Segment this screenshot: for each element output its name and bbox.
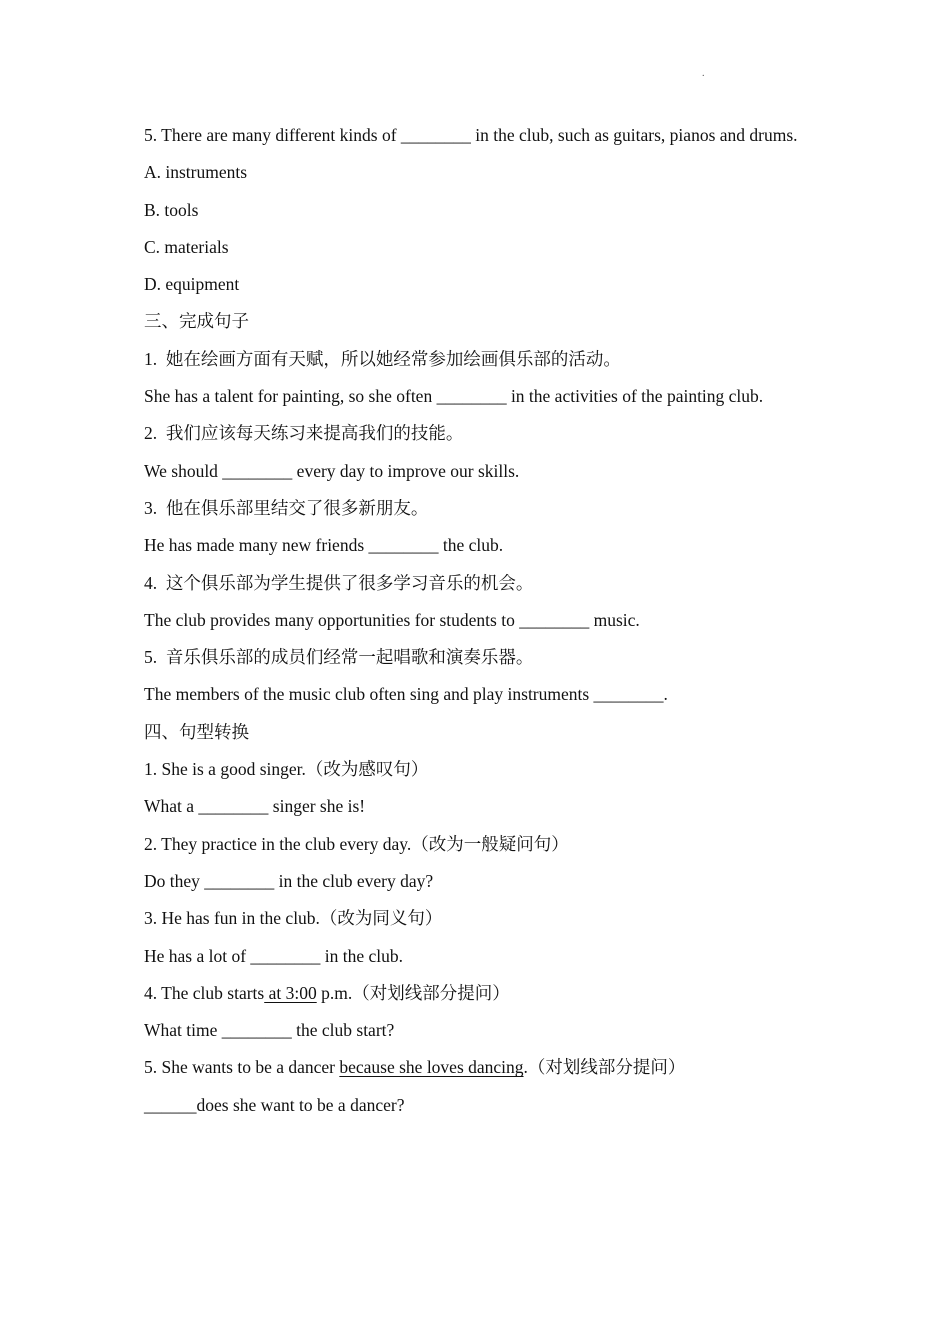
transform-answer: Do they ________ in the club every day?	[144, 870, 434, 891]
english-sentence: We should ________ every day to improve our skills.	[144, 460, 520, 481]
transform-answer: ______does she want to be a dancer?	[144, 1094, 405, 1115]
section-heading: 三、完成句子	[144, 311, 249, 332]
transform-answer: What a ________ singer she is!	[144, 796, 366, 817]
english-sentence: The members of the music club often sing and play instruments ________.	[144, 684, 668, 705]
chinese-prompt: 1. 她在绘画方面有天赋，所以她经常参加绘画俱乐部的活动。	[144, 348, 621, 369]
english-sentence: She has a talent for painting, so she often ________ in the activities of the painting club.	[144, 386, 764, 407]
chinese-prompt: 4. 这个俱乐部为学生提供了很多学习音乐的机会。	[144, 572, 534, 593]
transform-answer: What time ________ the club start?	[144, 1020, 395, 1041]
english-sentence: The club provides many opportunities for students to ________ music.	[144, 609, 640, 630]
option-d: D. equipment	[144, 274, 240, 295]
transform-question	[144, 1049, 809, 1086]
transform-question: 3. He has fun in the club.（改为同义句）	[144, 908, 443, 929]
chinese-prompt: 3. 他在俱乐部里结交了很多新朋友。	[144, 497, 429, 518]
underlined-phrase: because she loves dancing	[339, 1057, 524, 1078]
transform-question: 2. They practice in the club every day.（改为一般疑问句）	[144, 833, 569, 854]
question-instruction: .（对划线部分提问）	[523, 1057, 686, 1078]
question-instruction: p.m.（对划线部分提问）	[316, 982, 510, 1003]
english-sentence: He has made many new friends ________ the club.	[144, 535, 504, 556]
question-text: 4. The club starts	[144, 982, 265, 1003]
option-a: A. instruments	[144, 162, 248, 183]
option-c: C. materials	[144, 236, 229, 257]
transform-question	[144, 975, 809, 1012]
transform-answer: He has a lot of ________ in the club.	[144, 945, 404, 966]
question-text: 5. She wants to be a dancer	[144, 1057, 340, 1078]
question-stem: 5. There are many different kinds of ________ in the club, such as guitars, pianos and drums.	[144, 125, 798, 145]
chinese-prompt: 2. 我们应该每天练习来提高我们的技能。	[144, 423, 464, 444]
chinese-prompt: 5. 音乐俱乐部的成员们经常一起唱歌和演奏乐器。	[144, 647, 534, 668]
worksheet-content	[144, 117, 809, 1124]
section-heading: 四、句型转换	[144, 721, 249, 742]
underlined-phrase: at 3:00	[264, 982, 317, 1003]
page-mark: .	[702, 68, 705, 79]
transform-question: 1. She is a good singer.（改为感叹句）	[144, 759, 429, 780]
option-b: B. tools	[144, 199, 199, 220]
